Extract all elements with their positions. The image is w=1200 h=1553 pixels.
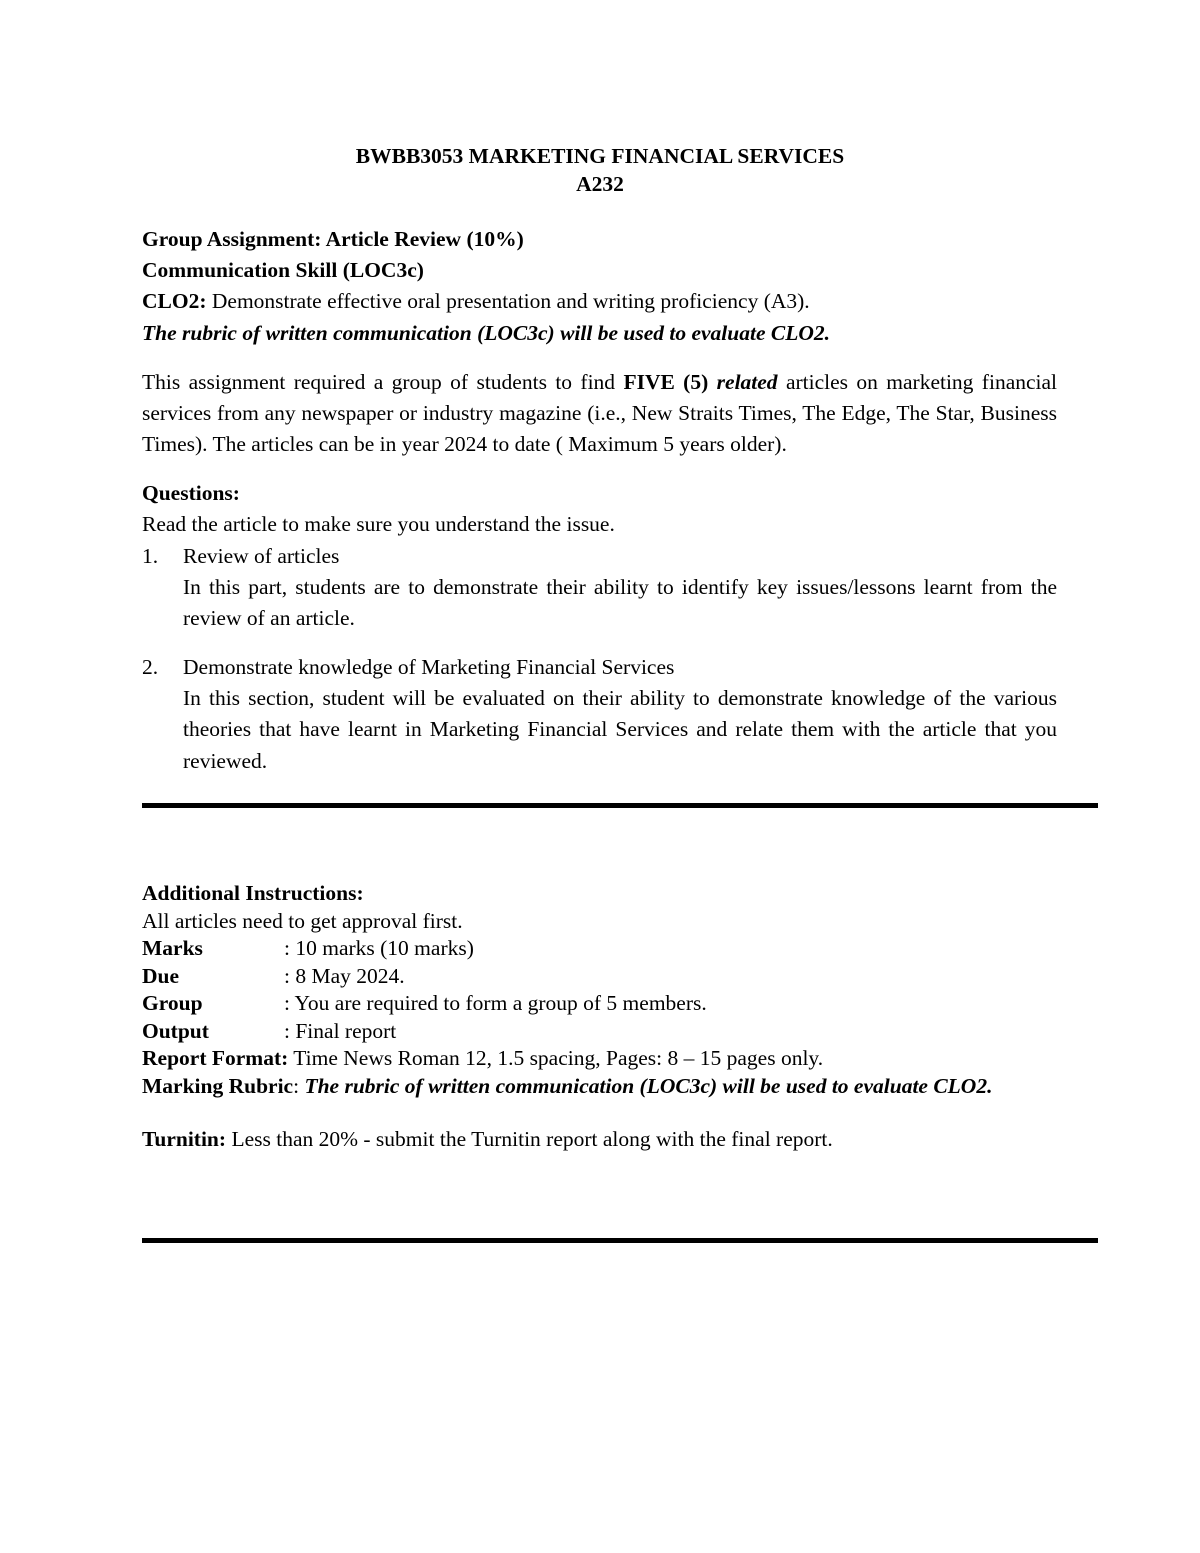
rubric-colon: :: [293, 1073, 305, 1098]
assignment-description: [142, 367, 1057, 461]
output-label: Output: [142, 1018, 209, 1043]
main-content: [142, 224, 1057, 777]
question-title: Demonstrate knowledge of Marketing Financial Services: [183, 655, 675, 680]
group-label: Group: [142, 991, 203, 1015]
description-space: [708, 370, 716, 394]
group-value: : You are required to form a group of 5 members.: [284, 991, 707, 1015]
turnitin-label: Turnitin:: [142, 1127, 227, 1151]
document-header: [0, 142, 1200, 198]
question-number: 1.: [142, 543, 159, 568]
assignment-label: Group Assignment: Article Review (10%): [142, 227, 524, 251]
marking-rubric-row: [142, 1073, 1057, 1101]
due-label: Due: [142, 963, 180, 988]
format-value: Time News Roman 12, 1.5 spacing, Pages: 8 – 15 pages only.: [288, 1046, 824, 1070]
question-detail: In this section, student will be evaluated on their ability to demonstrate knowledge of the various theories that have learnt in Marketing Financial Services and relate them with the article that you reviewed.: [183, 686, 1057, 773]
report-format-row: [142, 1045, 1057, 1073]
question-title: Review of articles: [183, 543, 340, 568]
format-label: Report Format:: [142, 1046, 289, 1070]
rubric-value: The rubric of written communication (LOC3c) will be used to evaluate CLO2.: [304, 1073, 993, 1098]
clo-statement: [142, 286, 1057, 317]
semester-code: A232: [576, 172, 624, 196]
course-title: BWBB3053 MARKETING FINANCIAL SERVICES: [355, 144, 845, 168]
questions-lead: Read the article to make sure you understand the issue.: [142, 512, 615, 537]
rubric-note: The rubric of written communication (LOC3c) will be used to evaluate CLO2.: [142, 320, 830, 345]
question-item-1: [142, 541, 1057, 635]
marks-row: [142, 935, 1057, 963]
question-number: 2.: [142, 655, 159, 680]
due-value: : 8 May 2024.: [284, 963, 405, 988]
five-emphasis: FIVE (5): [623, 369, 709, 394]
question-detail: In this part, students are to demonstrate their ability to identify key issues/lessons learnt from the review of an article.: [183, 574, 1057, 630]
output-value: : Final report: [284, 1018, 397, 1043]
output-row: [142, 1018, 1057, 1046]
clo-text: Demonstrate effective oral presentation and writing proficiency (A3).: [206, 289, 810, 314]
section-divider: [142, 803, 1098, 808]
footer-divider: [142, 1238, 1098, 1243]
marks-value: : 10 marks (10 marks): [284, 936, 474, 960]
related-emphasis: related: [716, 369, 778, 394]
due-row: [142, 963, 1057, 991]
description-part2: articles on marketing financial services from any newspaper or industry magazine (i.e., New Straits Times, The Edge, The Star, Business Times). The articles can be in year 2024 to date ( Maximum 5 years older).: [142, 369, 1058, 457]
approval-note: All articles need to get approval first.: [142, 908, 463, 933]
turnitin-value: Less than 20% - submit the Turnitin report along with the final report.: [226, 1127, 833, 1151]
group-row: [142, 990, 1057, 1018]
additional-instructions: [142, 880, 1057, 1154]
clo-label: CLO2:: [142, 289, 207, 314]
skill-label: Communication Skill (LOC3c): [142, 258, 424, 283]
turnitin-row: [142, 1126, 1057, 1154]
rubric-label: Marking Rubric: [142, 1073, 294, 1098]
question-item-2: [142, 652, 1057, 777]
description-part1: This assignment required a group of students to find: [142, 369, 624, 394]
marks-label: Marks: [142, 936, 203, 960]
questions-heading: Questions:: [142, 481, 240, 506]
additional-heading: Additional Instructions:: [142, 881, 364, 905]
